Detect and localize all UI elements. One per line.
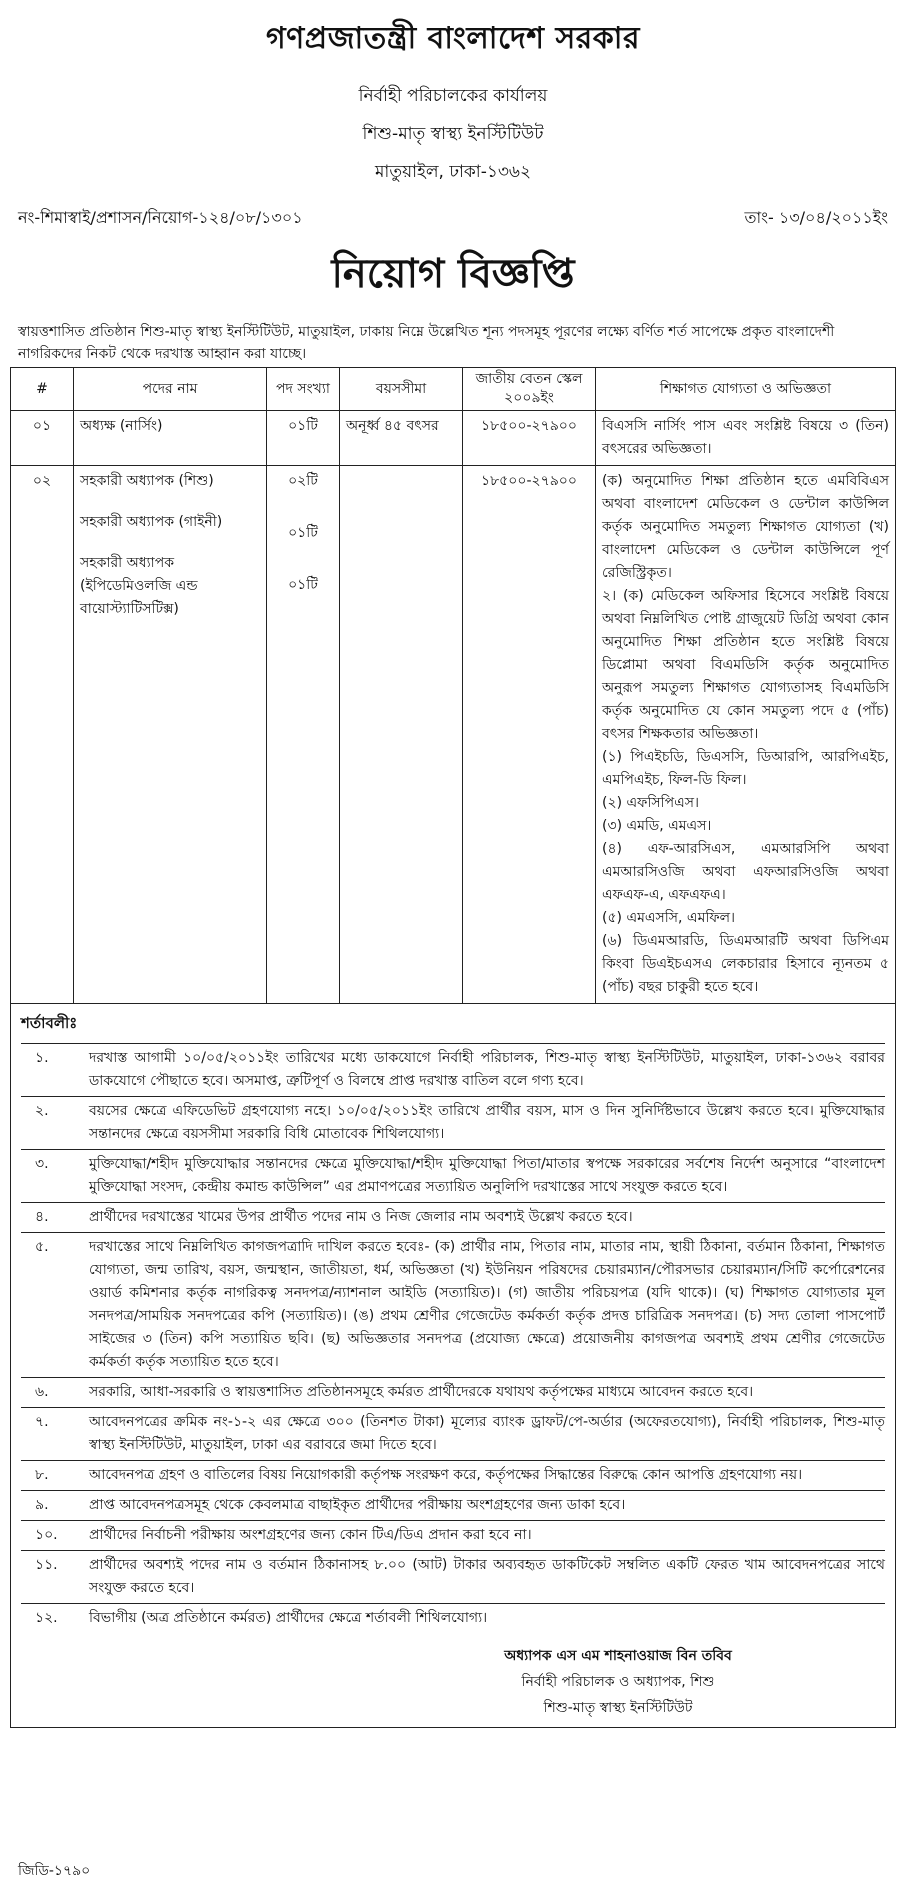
count-gynae: ০১টি — [288, 525, 318, 541]
signatory-name: অধ্যাপক এস এম শাহনাওয়াজ বিন তবিব — [504, 1648, 732, 1664]
term-text: প্রাপ্ত আবেদনপত্রসমূহ থেকে কেবলমাত্র বাছাইকৃত প্রার্থীদের পরীক্ষায় অংশগ্রহণের জন্য ডাকা হবে। — [89, 1497, 626, 1513]
term-item — [21, 1520, 885, 1550]
page-title: নিয়োগ বিজ্ঞপ্তি — [331, 251, 575, 297]
term-item — [21, 1096, 885, 1149]
post-assistant-professor-epidemiology: সহকারী অধ্যাপক (ইপিডেমিওলজি এন্ড বায়োস্ট্যাটিসটিক্স) — [80, 555, 198, 617]
job-circular-page — [10, 14, 896, 1889]
row1-num: ০১ — [11, 411, 74, 466]
count-child: ০২টি — [288, 473, 318, 489]
table-row — [11, 411, 896, 466]
terms-section — [10, 1004, 896, 1728]
term-text: দরখাস্তের সাথে নিম্নলিখিত কাগজপত্রাদি দাখিল করতে হবেঃ- (ক) প্রার্থীর নাম, পিতার নাম, মাতার নাম, স্থায়ী ঠিকানা, বর্তমান ঠিকানা, শিক্ষাগত যোগ্যতা, জন্ম তারিখ, বয়স, জন্মস্থান, জাতীয়তা, ধর্ম, অভিজ্ঞতা (খ) ইউনিয়ন পরিষদের চেয়ারম্যান/পৌরসভার চেয়ারম্যান/সিটি কর্পোরেশনের ওয়ার্ড কমিশনার কর্তৃক নাগরিকত্ব সনদপত্র/ন্যাশনাল আইডি (সত্যায়িত)। (গ) জাতীয় পরিচয়পত্র (যদি থাকে)। (ঘ) শিক্ষাগত যোগ্যতার মূল সনদপত্র/সাময়িক সনদপত্রের কপি (সত্যায়িত)। (ঙ) প্রথম শ্রেণীর গেজেটেড কর্মকর্তা কর্তৃক প্রদত্ত চারিত্রিক সনদপত্র। (চ) সদ্য তোলা পাসপোর্ট সাইজের ৩ (তিন) কপি সত্যায়িত ছবি। (ছ) অভিজ্ঞতার সনদপত্র (প্রযোজ্য ক্ষেত্রে) প্রয়োজনীয় কাগজপত্র অবশ্যই প্রথম শ্রেণীর গেজেটেড কর্মকর্তা কর্তৃক সত্যায়িত হতে হবে। — [89, 1239, 885, 1370]
term-text: প্রার্থীদের দরখাস্তের খামের উপর প্রার্থীত পদের নাম ও নিজ জেলার নাম অবশ্যই উল্লেখ করতে হবে। — [89, 1209, 633, 1225]
header-post-name: পদের নাম — [74, 368, 267, 411]
header-post-count: পদ সংখ্যা — [267, 368, 340, 411]
term-number: ১০. — [35, 1527, 58, 1543]
row1-post-name: অধ্যক্ষ (নার্সিং) — [74, 411, 267, 466]
table-row — [11, 466, 896, 1004]
term-item — [21, 1490, 885, 1520]
gd-code: জিডি-১৭৯০ — [18, 1863, 91, 1879]
post-assistant-professor-gynae: সহকারী অধ্যাপক (গাইনী) — [80, 514, 223, 530]
term-number: ১১. — [35, 1557, 58, 1573]
term-number: ১২. — [35, 1610, 58, 1626]
count-epidemiology: ০১টি — [288, 577, 318, 593]
term-number: ৯. — [35, 1497, 49, 1513]
term-item — [21, 1407, 885, 1460]
term-text: সরকারি, আধা-সরকারি ও স্বায়ত্তশাসিত প্রতিষ্ঠানসমূহে কর্মরত প্রার্থীদেরকে যথাযথ কর্তৃপক্ষের মাধ্যমে আবেদন করতে হবে। — [89, 1384, 754, 1400]
reference-row — [10, 205, 896, 232]
qualification-para: (৫) এমএসসি, এমফিল। — [602, 910, 736, 926]
row2-age-limit — [340, 466, 463, 1004]
government-title: গণপ্রজাতন্ত্রী বাংলাদেশ সরকার — [266, 21, 640, 56]
memo-number: নং-শিমাস্বাই/প্রশাসন/নিয়োগ-১২৪/০৮/১৩০১ — [18, 208, 303, 227]
qualification-para: (৩) এমডি, এমএস। — [602, 818, 712, 834]
row1-pay-scale: ১৮৫০০-২৭৯০০ — [463, 411, 596, 466]
signatory-organization: শিশু-মাতৃ স্বাস্থ্য ইনস্টিটিউট — [543, 1700, 693, 1716]
qualification-para: (৪) এফ-আরসিএস, এমআরসিপি অথবা এমআরসিওজি অথবা এফআরসিওজি অথবা এফএফ-এ, এফএফএ। — [602, 841, 889, 903]
institute-name: শিশু-মাতৃ স্বাস্থ্য ইনস্টিটিউট — [362, 124, 544, 144]
term-number: ২. — [35, 1103, 49, 1119]
row2-qualification — [596, 466, 896, 1004]
term-text: দরখাস্ত আগামী ১০/০৫/২০১১ইং তারিখের মধ্যে ডাকযোগে নির্বাহী পরিচালক, শিশু-মাতৃ স্বাস্থ্য ইনস্টিটিউট, মাতুয়াইল, ঢাকা-১৩৬২ বরাবর ডাকযোগে পৌছাতে হবে। অসমাপ্ত, ত্রুটিপূর্ণ ও বিলম্বে প্রাপ্ত দরখাস্ত বাতিল বলে গণ্য হবে। — [89, 1050, 885, 1089]
term-number: ৭. — [35, 1414, 49, 1430]
signatory-designation: নির্বাহী পরিচালক ও অধ্যাপক, শিশু — [521, 1674, 715, 1690]
term-item — [21, 1603, 885, 1633]
term-item — [21, 1550, 885, 1603]
term-number: ৪. — [35, 1209, 49, 1225]
qualification-para: (১) পিএইচডি, ডিএসসি, ডিআরপি, আরপিএইচ, এমপিএইচ, ফিল-ডি ফিল। — [602, 749, 889, 788]
term-number: ৫. — [35, 1239, 49, 1255]
row2-post-counts — [267, 466, 340, 1004]
signature-block — [351, 1643, 885, 1721]
term-item — [21, 1149, 885, 1202]
qualification-para: (ক) অনুমোদিত শিক্ষা প্রতিষ্ঠান হতে এমবিবিএস অথবা বাংলাদেশ মেডিকেল ও ডেন্টাল কাউন্সিল কর্তৃক অনুমোদিত সমতুল্য শিক্ষাগত যোগ্যতা (খ) বাংলাদেশ মেডিকেল ও ডেন্টাল কাউন্সিলে পূর্ণ রেজিস্ট্রিকৃত। — [602, 473, 889, 581]
term-text: প্রার্থীদের নির্বাচনী পরীক্ষায় অংশগ্রহণের জন্য কোন টিএ/ডিএ প্রদান করা হবে না। — [89, 1527, 532, 1543]
term-item — [21, 1232, 885, 1377]
term-text: আবেদনপত্র গ্রহণ ও বাতিলের বিষয় নিয়োগকারী কর্তৃপক্ষ সংরক্ষণ করে, কর্তৃপক্ষের সিদ্ধান্তের বিরুদ্ধে কোন আপত্তি গ্রহণযোগ্য নয়। — [89, 1467, 803, 1483]
qualification-para: (২) এফসিপিএস। — [602, 795, 700, 811]
header-num: # — [11, 368, 74, 411]
row1-post-count: ০১টি — [267, 411, 340, 466]
institute-address: মাতুয়াইল, ঢাকা-১৩৬২ — [374, 162, 532, 182]
term-text: মুক্তিযোদ্ধা/শহীদ মুক্তিযোদ্ধার সন্তানদের ক্ষেত্রে মুক্তিযোদ্ধা/শহীদ মুক্তিযোদ্ধা পিতা/মাতার স্বপক্ষে সরকারের সর্বশেষ নির্দেশ অনুসারে “বাংলাদেশ মুক্তিযোদ্ধা সংসদ, কেন্দ্রীয় কমান্ড কাউন্সিল” এর প্রমাণপত্রের সত্যায়িত অনুলিপি দরখাস্তের সাথে সংযুক্ত করতে হবে। — [89, 1156, 885, 1195]
office-name: নির্বাহী পরিচালকের কার্যালয় — [358, 86, 548, 106]
qualification-para: ২। (ক) মেডিকেল অফিসার হিসেবে সংশ্লিষ্ট বিষয়ে অথবা নিম্নলিখিত পোষ্ট গ্রাজুয়েট ডিগ্রি অথবা কোন অনুমোদিত শিক্ষা প্রতিষ্ঠান হতে সংশ্লিষ্ট বিষয়ে ডিপ্লোমা অথবা বিএমডিসি কর্তৃক অনুমোদিত অনুরূপ সমতুল্য শিক্ষাগত যোগ্যতাসহ বিএমডিসি কর্তৃক অনুমোদিত যে কোন সমতুল্য পদে ৫ (পাঁচ) বৎসর শিক্ষকতার অভিজ্ঞতা। — [602, 588, 889, 742]
term-text: বয়সের ক্ষেত্রে এফিডেভিট গ্রহণযোগ্য নহে। ১০/০৫/২০১১ইং তারিখে প্রার্থীর বয়স, মাস ও দিন সুনির্দিষ্টভাবে উল্লেখ করতে হবে। মুক্তিযোদ্ধার সন্তানদের ক্ষেত্রে বয়সসীমা সরকারি বিধি মোতাবেক শিথিলযোগ্য। — [89, 1103, 885, 1142]
posts-table — [10, 367, 896, 1004]
intro-paragraph: স্বায়ত্তশাসিত প্রতিষ্ঠান শিশু-মাতৃ স্বাস্থ্য ইনস্টিটিউট, মাতুয়াইল, ঢাকায় নিম্নে উল্লেখিত শূন্য পদসমূহ পূরণের লক্ষ্যে বর্ণিত শর্ত সাপেক্ষে প্রকৃত বাংলাদেশী নাগরিকদের নিকট থেকে দরখাস্ত আহ্বান করা যাচ্ছে। — [18, 324, 835, 362]
header-age-limit: বয়সসীমা — [340, 368, 463, 411]
qualification-para: (৬) ডিএমআরডি, ডিএমআরটি অথবা ডিপিএম কিংবা ডিএইচএসএ লেকচারার হিসাবে ন্যূনতম ৫ (পাঁচ) বছর চাকুরী হতে হবে। — [602, 933, 889, 995]
term-number: ৬. — [35, 1384, 49, 1400]
term-number: ১. — [35, 1050, 49, 1066]
term-text: প্রার্থীদের অবশ্যই পদের নাম ও বর্তমান ঠিকানাসহ ৮.০০ (আট) টাকার অব্যবহৃত ডাকটিকেট সম্বলিত একটি ফেরত খাম আবেদনপত্রের সাথে সংযুক্ত করতে হবে। — [89, 1557, 885, 1596]
table-header-row — [11, 368, 896, 411]
term-text: আবেদনপত্রের ক্রমিক নং-১-২ এর ক্ষেত্রে ৩০০ (তিনশত টাকা) মূল্যের ব্যাংক ড্রাফট/পে-অর্ডার (অফেরতযোগ্য), নির্বাহী পরিচালক, শিশু-মাতৃ স্বাস্থ্য ইনস্টিটিউট, মাতুয়াইল, ঢাকা এর বরাবরে জমা দিতে হবে। — [89, 1414, 885, 1453]
term-number: ৮. — [35, 1467, 49, 1483]
term-item — [21, 1043, 885, 1096]
letterhead — [10, 14, 896, 187]
term-number: ৩. — [35, 1156, 49, 1172]
term-item — [21, 1202, 885, 1232]
row2-pay-scale: ১৮৫০০-২৭৯০০ — [463, 466, 596, 1004]
term-item — [21, 1377, 885, 1407]
header-qualification: শিক্ষাগত যোগ্যতা ও অভিজ্ঞতা — [596, 368, 896, 411]
terms-title: শর্তাবলীঃ — [21, 1014, 78, 1032]
row1-qualification: বিএসসি নার্সিং পাস এবং সংশ্লিষ্ট বিষয়ে ৩ (তিন) বৎসরের অভিজ্ঞতা। — [596, 411, 896, 466]
header-pay-scale: জাতীয় বেতন স্কেল ২০০৯ইং — [463, 368, 596, 411]
term-text: বিভাগীয় (অত্র প্রতিষ্ঠানে কর্মরত) প্রার্থীদের ক্ষেত্রে শর্তাবলী শিথিলযোগ্য। — [89, 1610, 488, 1626]
term-item — [21, 1460, 885, 1490]
row2-post-names — [74, 466, 267, 1004]
row1-age-limit: অনূর্ধ্ব ৪৫ বৎসর — [340, 411, 463, 466]
post-assistant-professor-child: সহকারী অধ্যাপক (শিশু) — [80, 473, 214, 489]
memo-date: তাং- ১৩/০৪/২০১১ইং — [744, 208, 888, 227]
row2-num: ০২ — [11, 466, 74, 1004]
